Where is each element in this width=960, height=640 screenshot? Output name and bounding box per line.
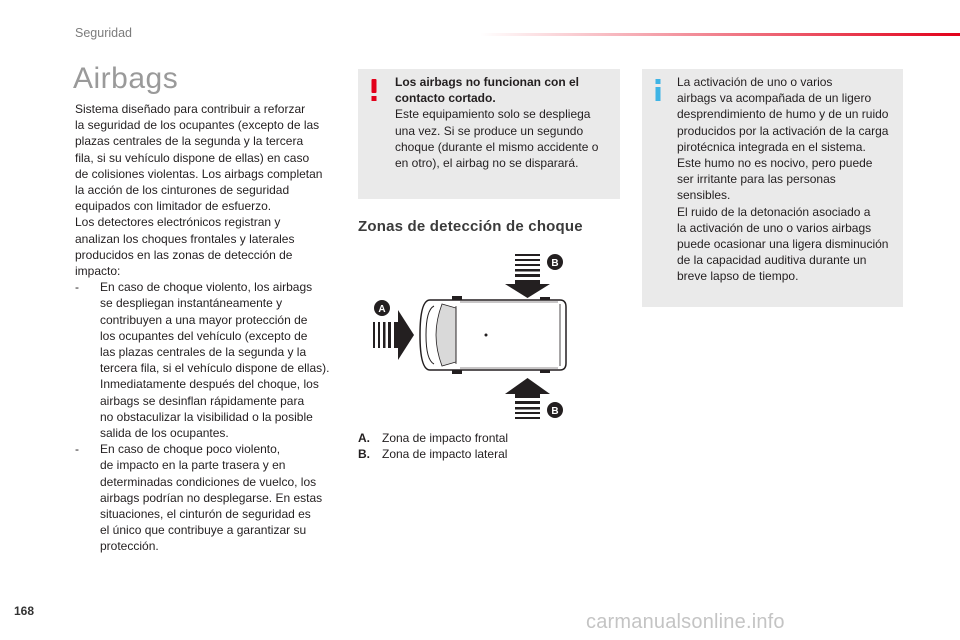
- warning-text: [395, 74, 611, 171]
- bullet-item: [75, 441, 347, 554]
- text-line: no obstaculizar la visibilidad o la posible: [100, 409, 313, 424]
- text-line: situaciones, el cinturón de seguridad es: [100, 507, 311, 522]
- text-line: la seguridad de los ocupantes (excepto de las: [75, 118, 320, 133]
- text-line: analizan los choques frontales y laterales: [75, 231, 295, 246]
- text-line: una vez. Si se produce un segundo: [395, 123, 584, 138]
- text-line: equipados con limitador de esfuerzo.: [75, 199, 272, 214]
- intro-paragraph: [75, 101, 347, 279]
- legend-text: Zona de impacto lateral: [382, 446, 508, 461]
- text-line: protección.: [100, 539, 159, 554]
- warning-box: [358, 69, 620, 199]
- text-line: la activación de uno o varios airbags: [677, 220, 872, 235]
- text-line: ser irritante para las personas: [677, 172, 836, 187]
- bullet-text: [100, 441, 347, 554]
- impact-zones-diagram: [360, 250, 580, 425]
- callout-b-badge-bottom: [547, 402, 563, 418]
- text-line: producidos en las zonas de detección de: [75, 247, 293, 262]
- text-line: La activación de uno o varios: [677, 75, 833, 89]
- info-text: [677, 74, 899, 285]
- callout-b-label: B: [551, 406, 559, 417]
- callout-a-badge: [374, 300, 390, 316]
- text-line: los ocupantes del vehículo (excepto de: [100, 328, 308, 343]
- callout-b-badge-top: [547, 254, 563, 270]
- text-line: impacto:: [75, 264, 121, 279]
- text-line: de la capacidad auditiva durante un: [677, 253, 867, 268]
- bullet-text: [100, 279, 347, 441]
- van-top-view: [420, 296, 566, 374]
- text-line: En caso de choque violento, los airbags: [100, 280, 313, 295]
- text-line: de impacto en la parte trasera y en: [100, 458, 286, 473]
- legend-text: Zona de impacto frontal: [382, 431, 509, 445]
- text-line: El ruido de la detonación asociado a: [677, 204, 871, 219]
- text-line: breve lapso de tiempo.: [677, 269, 799, 284]
- info-icon: [653, 79, 663, 101]
- header-accent-line: [480, 33, 960, 36]
- legend-key: A.: [358, 431, 370, 445]
- text-line: puede ocasionar una ligera disminución: [677, 237, 889, 252]
- page-title: Airbags: [73, 62, 179, 95]
- text-line: salida de los ocupantes.: [100, 426, 229, 441]
- text-line: Este humo no es nocivo, pero puede: [677, 156, 873, 171]
- text-line: contribuyen a una mayor protección de: [100, 312, 308, 327]
- text-line: en otro), el airbag no se disparará.: [395, 156, 579, 171]
- warning-heading-line: Los airbags no funcionan con el: [395, 75, 580, 89]
- legend-key: B.: [358, 446, 370, 461]
- bullet-dash: -: [75, 280, 79, 295]
- frontal-impact-arrow: [373, 310, 414, 360]
- text-line: las plazas centrales de la segunda y la: [100, 345, 307, 360]
- text-line: Sistema diseñado para contribuir a reforzar: [75, 102, 306, 116]
- side-impact-arrow-top: [505, 254, 550, 298]
- text-line: Este equipamiento solo se despliega: [395, 107, 591, 122]
- text-line: fila, si su vehículo dispone de ellas) en caso: [75, 150, 310, 165]
- legend-item: [358, 431, 508, 447]
- bullet-item: [75, 279, 347, 441]
- text-line: plazas centrales de la segunda y la tercera: [75, 134, 304, 149]
- text-line: la acción de los cinturones de seguridad: [75, 183, 290, 198]
- text-line: Inmediatamente después del choque, los: [100, 377, 319, 392]
- text-line: airbags va acompañada de un ligero: [677, 91, 872, 106]
- info-box: [642, 69, 903, 307]
- text-line: de colisiones violentas. Los airbags completan: [75, 166, 323, 181]
- text-line: choque (durante el mismo accidente o: [395, 139, 599, 154]
- warning-heading-line: contacto cortado.: [395, 91, 496, 106]
- side-impact-arrow-bottom: [505, 378, 550, 419]
- text-line: En caso de choque poco violento,: [100, 442, 281, 457]
- callout-b-label: B: [551, 258, 559, 269]
- text-line: Los detectores electrónicos registran y: [75, 215, 281, 230]
- exclamation-icon: [369, 79, 379, 101]
- bullet-dash: -: [75, 442, 79, 457]
- text-line: airbags se desinflan rápidamente para: [100, 393, 305, 408]
- text-line: determinadas condiciones de vuelco, los: [100, 474, 317, 489]
- section-title: Seguridad: [75, 26, 132, 40]
- zones-heading: Zonas de detección de choque: [358, 218, 583, 235]
- text-line: producidos por la activación de la carga: [677, 123, 889, 138]
- text-line: airbags podrían no desplegarse. En estas: [100, 490, 323, 505]
- text-line: el único que contribuye a garantizar su: [100, 523, 307, 538]
- text-line: desprendimiento de humo y de un ruido: [677, 107, 889, 122]
- zones-legend: [358, 431, 508, 462]
- text-line: se despliegan instantáneamente y: [100, 296, 283, 311]
- intro-text: [75, 101, 347, 555]
- page-number: 168: [14, 604, 35, 618]
- text-line: pirotécnica integrada en el sistema.: [677, 139, 866, 154]
- text-line: tercera fila, si el vehículo dispone de ellas).: [100, 361, 330, 376]
- text-line: sensibles.: [677, 188, 731, 203]
- watermark: carmanualsonline.info: [586, 611, 785, 633]
- legend-item: [358, 447, 508, 463]
- callout-a-label: A: [378, 304, 386, 315]
